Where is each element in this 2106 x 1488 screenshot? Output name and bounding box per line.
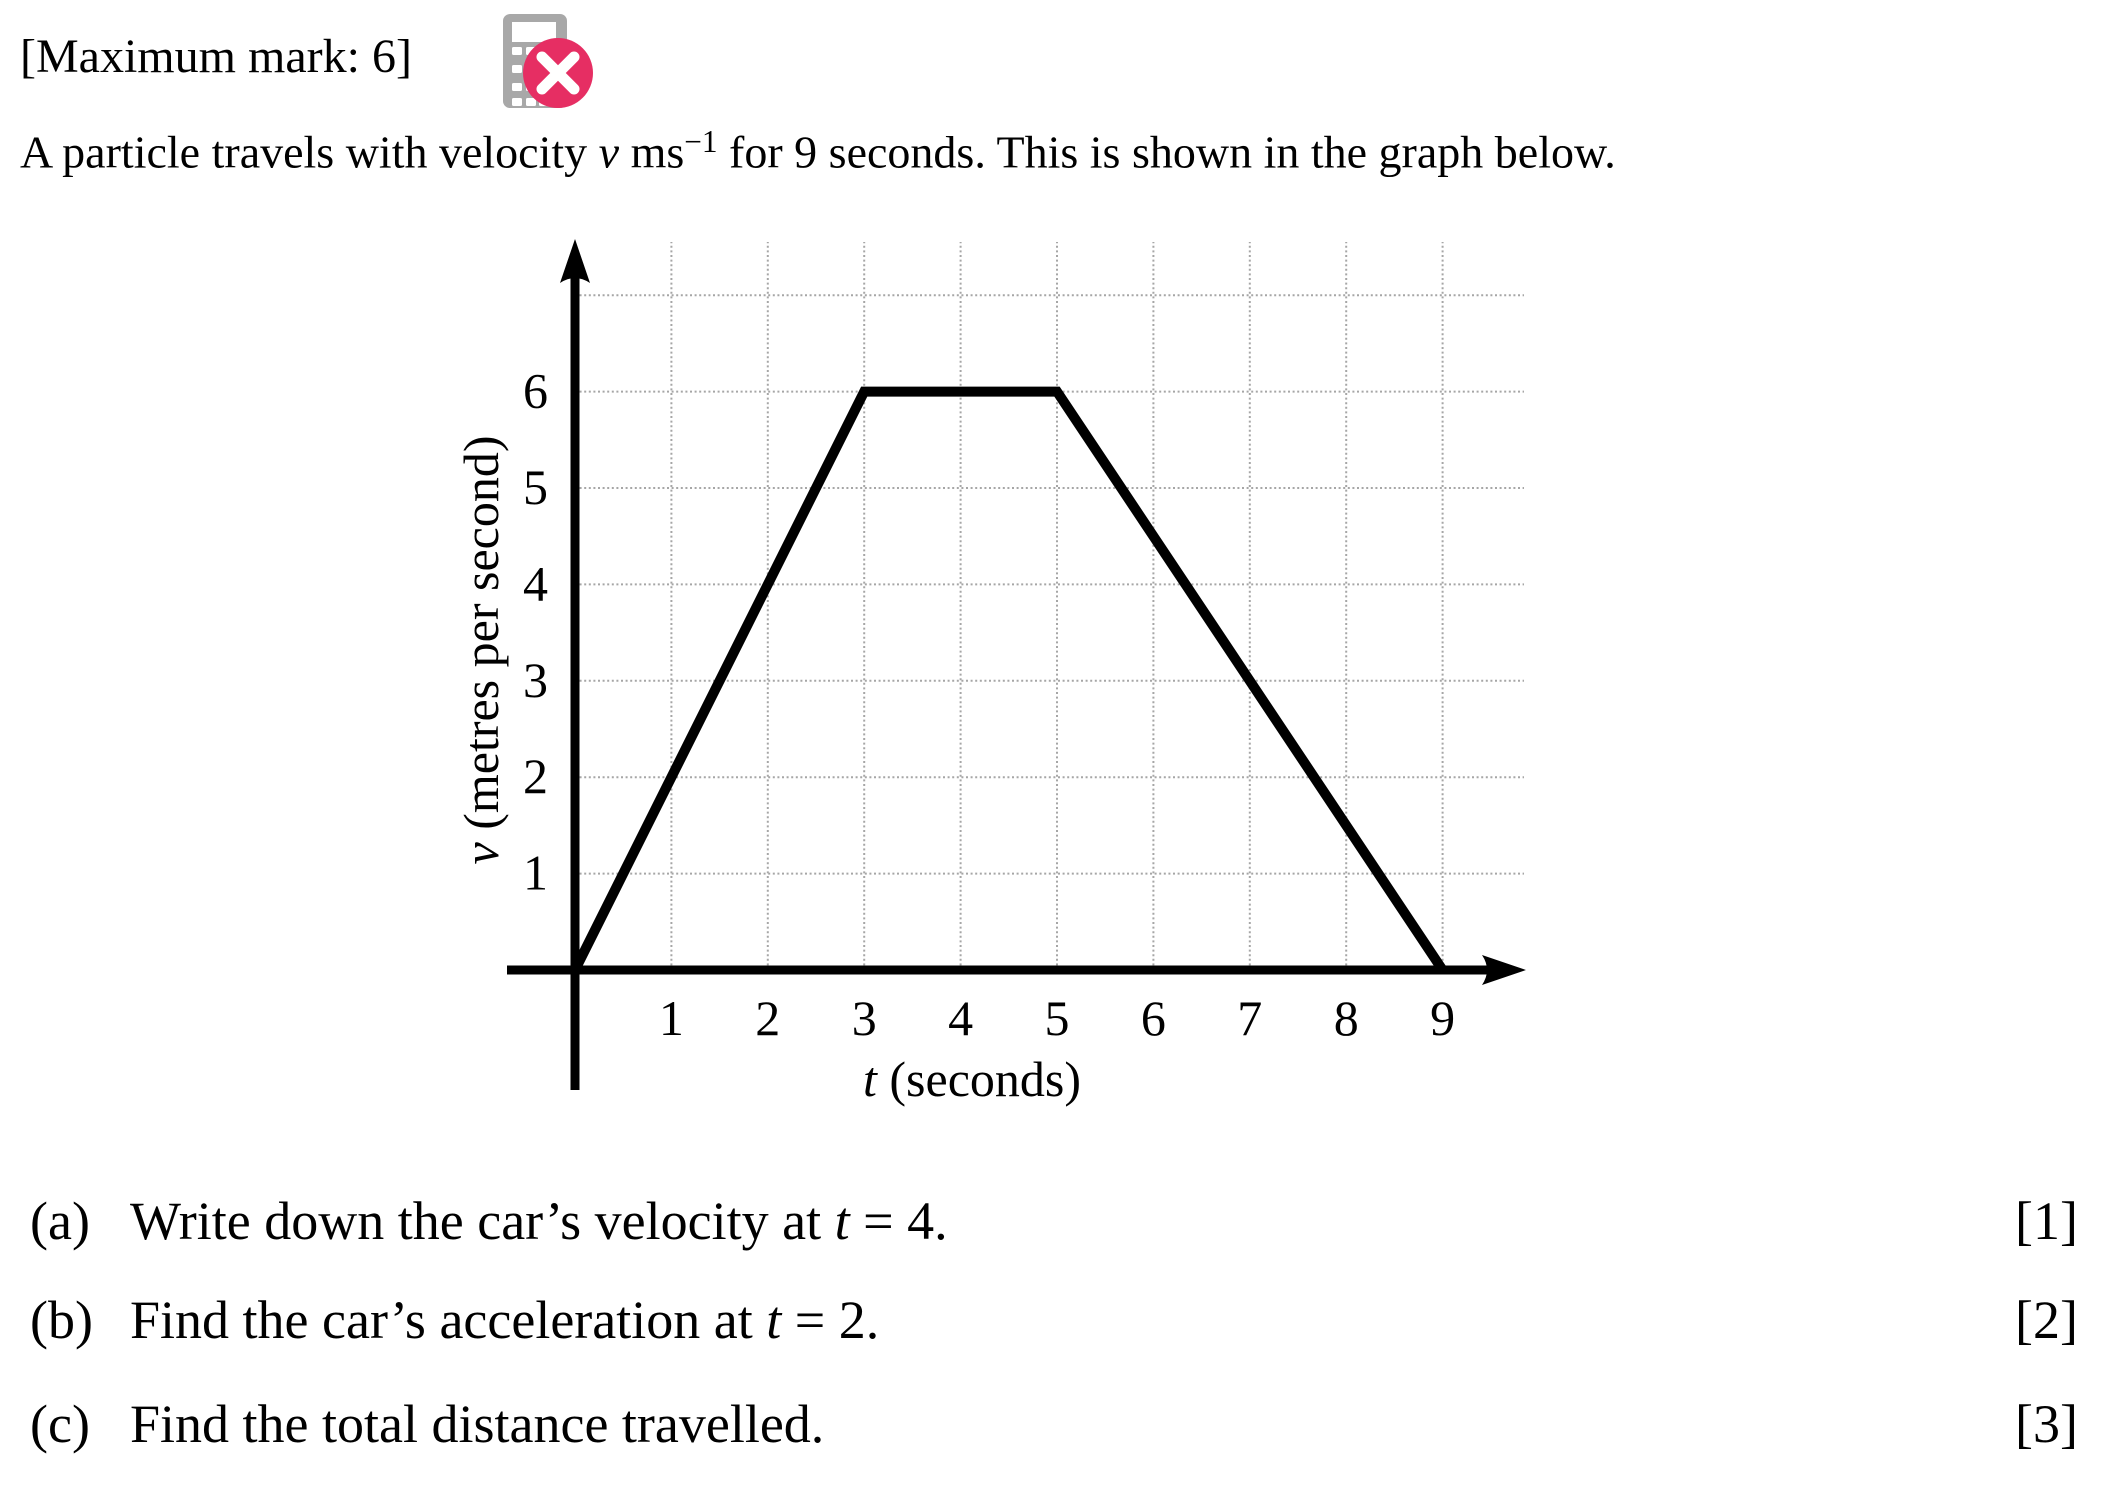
x-tick-label: 2 (755, 990, 781, 1046)
y-axis-arrow (560, 239, 590, 283)
intro-post: for 9 seconds. This is shown in the graph below. (717, 126, 1616, 178)
x-axis-label: t (seconds) (862, 1051, 1082, 1107)
x-tick-label: 6 (1140, 990, 1166, 1046)
y-tick-label: 5 (523, 459, 548, 515)
y-tick-label: 2 (523, 748, 548, 805)
x-tick-label: 1 (658, 990, 684, 1046)
marks-badge: [3] (2015, 1394, 2078, 1454)
y-axis-label: v (metres per second) (453, 435, 509, 865)
question-row-b (0, 1290, 2106, 1363)
x-tick-label: 7 (1237, 990, 1263, 1046)
x-tick-label: 5 (1044, 990, 1070, 1046)
tick-labels (523, 363, 1455, 1046)
question-text: Write down the car’s velocity at t = 4. (130, 1191, 948, 1251)
question-label: (c) (30, 1394, 90, 1454)
x-tick-label: 9 (1430, 990, 1456, 1046)
y-tick-label: 3 (523, 651, 548, 708)
y-tick-label: 4 (523, 555, 548, 612)
question-label: (a) (30, 1191, 90, 1251)
x-tick-label: 3 (851, 990, 877, 1046)
x-axis-arrow (1482, 955, 1526, 985)
intro-pre: A particle travels with velocity (20, 126, 599, 178)
velocity-unit-exponent: −1 (684, 124, 718, 159)
x-tick-label: 4 (948, 990, 974, 1046)
grid (575, 242, 1524, 970)
marks-badge: [1] (2015, 1191, 2078, 1251)
question-text: Find the car’s acceleration at t = 2. (130, 1290, 880, 1350)
y-tick-label: 1 (523, 844, 548, 901)
velocity-symbol: v (598, 126, 620, 178)
x-tick-label: 8 (1333, 990, 1359, 1046)
y-tick-label: 6 (523, 362, 548, 419)
question-row-c (0, 1394, 2106, 1467)
marks-badge: [2] (2015, 1290, 2078, 1350)
question-text: Find the total distance travelled. (130, 1394, 825, 1454)
question-label: (b) (30, 1290, 93, 1350)
question-row-a (0, 1191, 2106, 1264)
max-mark-label: [Maximum mark: 6] (20, 30, 412, 83)
axes (507, 239, 1526, 1090)
velocity-unit: ms (619, 126, 685, 178)
